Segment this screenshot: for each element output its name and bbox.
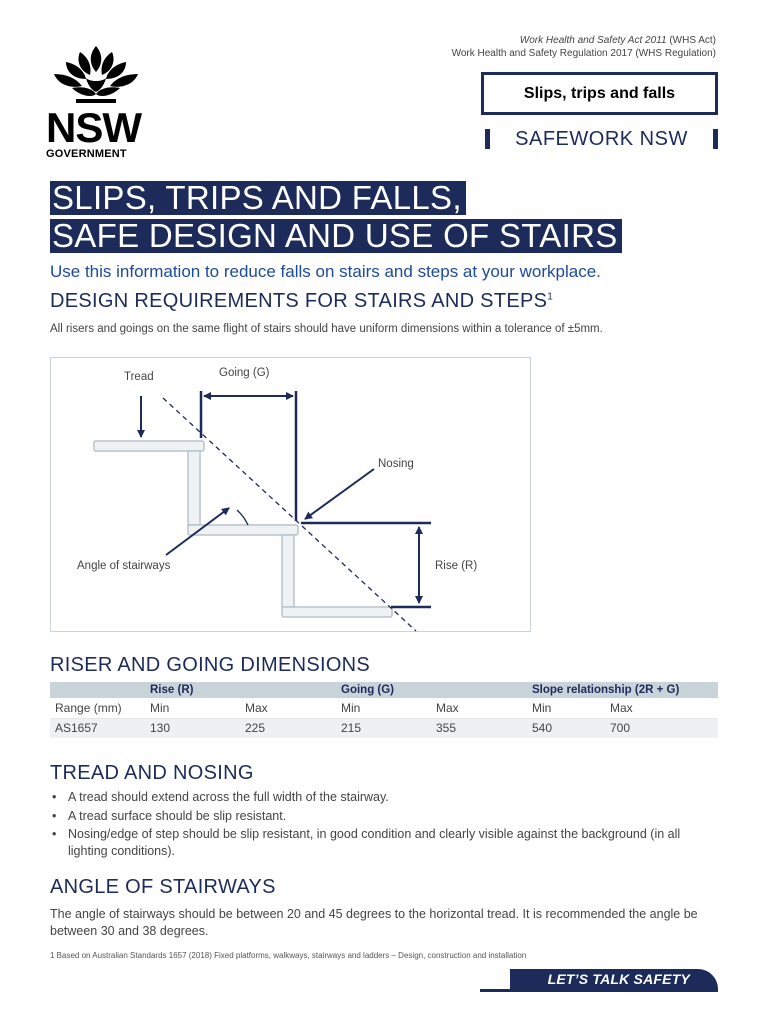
table-cell-going-min: 215 [336,718,431,738]
heading-riser-going: RISER AND GOING DIMENSIONS [50,654,371,676]
list-item: • A tread should extend across the full width of the stairway. [50,789,718,806]
page-title-line-2: SAFE DESIGN AND USE OF STAIRS [50,219,622,253]
agency-bar-right [713,129,718,149]
label-tread: Tread [124,371,154,383]
list-item: • Nosing/edge of step should be slip resistant, in good condition and clearly visible against the background (in all lighting conditions). [50,826,718,859]
table-row [50,718,718,738]
table-cell-going-max: 355 [431,718,527,738]
list-item: • A tread surface should be slip resistant. [50,808,718,825]
stair-diagram-graphic [51,358,532,633]
stair-profile [94,441,392,617]
agency-label: SAFEWORK NSW [515,127,688,150]
table-cell-slope-max: 700 [605,718,718,738]
heading-design-text: DESIGN REQUIREMENTS FOR STAIRS AND STEPS [50,290,548,312]
table-row [50,698,718,718]
footnote-ref: 1 [547,291,554,303]
table-header-slope: Slope relationship (2R + G) [527,682,718,698]
act-abbrev: (WHS Act) [669,35,716,46]
table-cell-standard: AS1657 [50,718,145,738]
logo-government: GOVERNMENT [46,148,127,160]
topic-box: Slips, trips and falls [481,72,718,115]
footnote: 1 Based on Australian Standards 1657 (2018) Fixed platforms, walkways, stairways and ladders – Design, construction and installation [50,951,527,960]
uniform-dimensions-text: All risers and goings on the same flight of stairs should have uniform dimensions within a tolerance of ±5mm. [50,323,603,335]
act-name: Work Health and Safety Act 2011 [519,35,667,46]
heading-tread-nosing: TREAD AND NOSING [50,762,254,784]
heading-design-requirements [50,290,553,313]
angle-text: The angle of stairways should be between 20 and 45 degrees to the horizontal tread. It is recommended the angle be between 30 and 38 degrees. [50,907,698,938]
table-cell-range: Range (mm) [50,698,145,718]
heading-angle-stairways: ANGLE OF STAIRWAYS [50,876,276,898]
regulation-name: Work Health and Safety Regulation 2017 (WHS Regulation) [451,48,716,59]
nsw-government-logo [46,44,150,160]
table-cell-rise-max: 225 [240,718,336,738]
label-nosing: Nosing [378,458,414,470]
page-title-line-1: SLIPS, TRIPS AND FALLS, [50,181,466,215]
label-going: Going (G) [219,367,270,379]
table-header-blank [50,682,145,698]
stair-diagram [50,357,531,632]
tread-list [50,789,718,861]
label-rise: Rise (R) [435,560,478,572]
dimensions-table [50,682,718,738]
table-cell-rise-min-label: Min [145,698,240,718]
table-cell-going-max-label: Max [431,698,527,718]
waratah-flower-icon [46,44,146,104]
table-header-rise: Rise (R) [145,682,336,698]
legislation-reference [452,34,716,60]
table-cell-rise-min: 130 [145,718,240,738]
lets-talk-safety-banner: LET’S TALK SAFETY [510,969,718,989]
table-header-row [50,682,718,698]
table-cell-slope-min-label: Min [527,698,605,718]
table-cell-rise-max-label: Max [240,698,336,718]
agency-bar-left [485,129,490,149]
label-angle: Angle of stairways [77,560,171,572]
table-cell-slope-min: 540 [527,718,605,738]
page-subtitle: Use this information to reduce falls on stairs and steps at your workplace. [50,262,601,281]
banner-underline [480,989,718,992]
logo-wordmark: NSW [46,104,141,151]
table-cell-slope-max-label: Max [605,698,718,718]
table-header-going: Going (G) [336,682,527,698]
agency-name [485,126,718,152]
table-cell-going-min-label: Min [336,698,431,718]
